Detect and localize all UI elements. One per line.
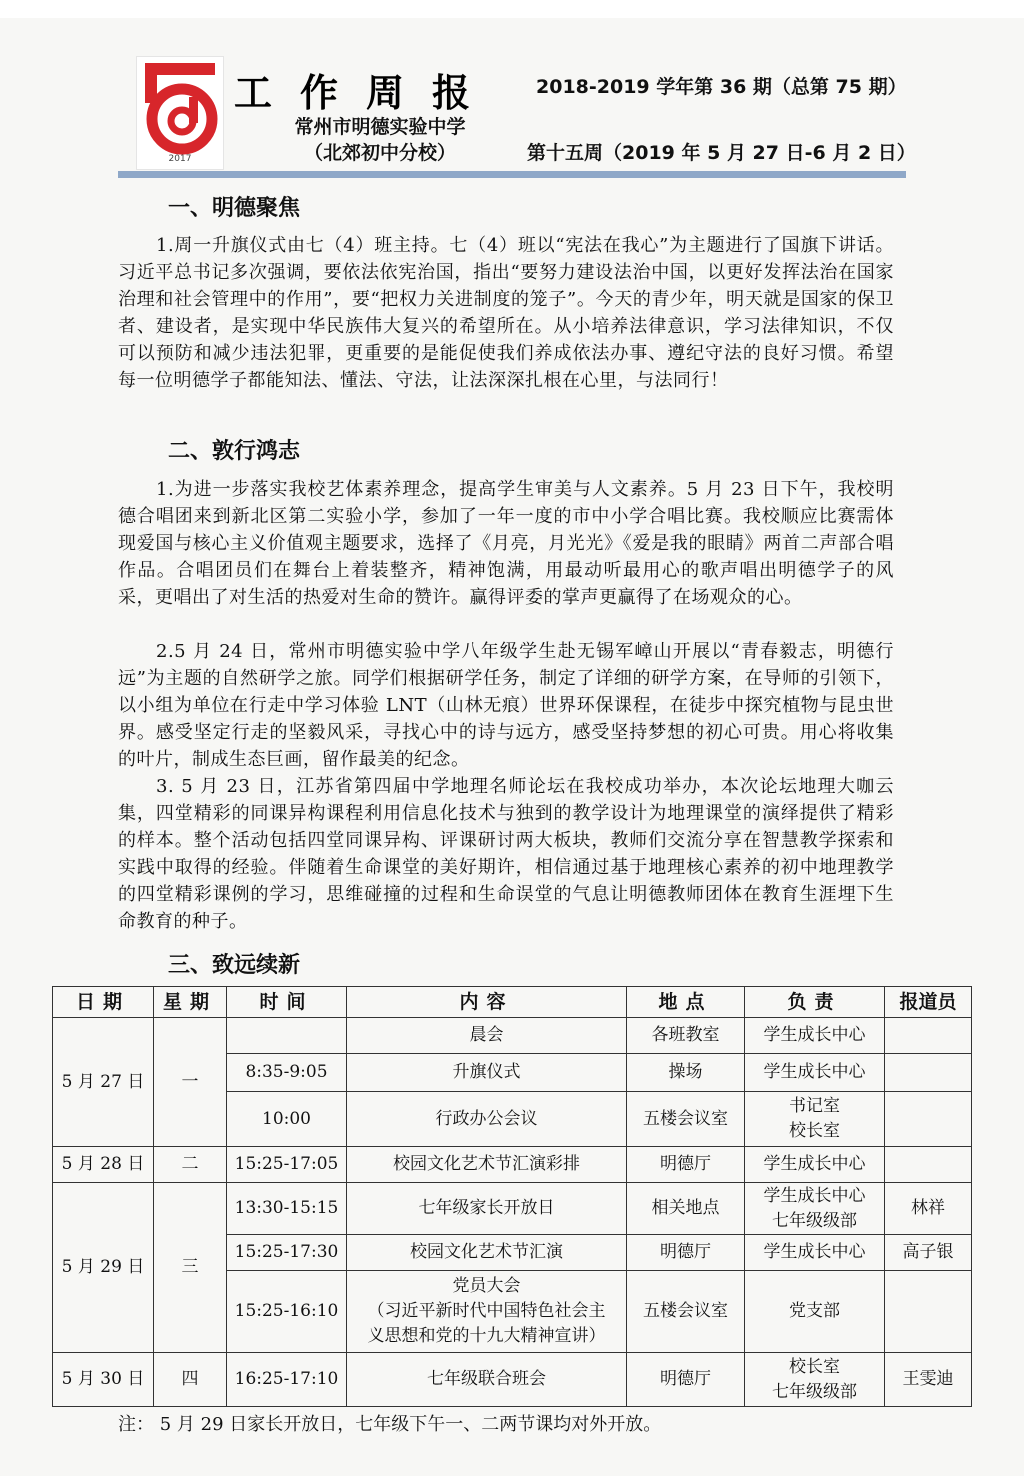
owner-cell <box>745 1271 885 1353</box>
content-line: （习近平新时代中国特色社会主 <box>367 1301 606 1321</box>
week-range: 第十五周（2019 年 5 月 27 日-6 月 2 日） <box>527 142 916 164</box>
place-cell: 明德厅 <box>627 1235 745 1271</box>
weekday-cell: 三 <box>154 1183 227 1353</box>
newsletter-title: 工作周报 <box>234 71 499 115</box>
content-line: 校园文化艺术节汇演 <box>410 1242 563 1262</box>
place-cell: 五楼会议室 <box>627 1271 745 1353</box>
schedule-table <box>52 986 972 1407</box>
section-heading-1: 一、明德聚焦 <box>168 196 301 221</box>
place-cell: 操场 <box>627 1054 745 1092</box>
date-cell: 5 月 29 日 <box>53 1183 154 1353</box>
reporter-cell <box>885 1054 972 1092</box>
owner-line: 七年级级部 <box>772 1381 857 1402</box>
date-cell: 5 月 27 日 <box>53 1018 154 1147</box>
table-row <box>53 1018 972 1054</box>
owner-cell <box>745 1018 885 1054</box>
owner-cell <box>745 1353 885 1407</box>
owner-line: 书记室 <box>789 1096 840 1116</box>
content-cell <box>347 1092 627 1147</box>
content-cell <box>347 1271 627 1353</box>
owner-line: 七年级级部 <box>772 1210 857 1231</box>
place-cell: 相关地点 <box>627 1183 745 1235</box>
table-row <box>53 1353 972 1407</box>
reporter-cell <box>885 1147 972 1183</box>
time-cell: 16:25-17:10 <box>227 1353 347 1407</box>
column-header: 负责 <box>745 987 885 1018</box>
table-row <box>53 1147 972 1183</box>
place-cell: 各班教室 <box>627 1018 745 1054</box>
content-line: 升旗仪式 <box>452 1062 521 1082</box>
reporter-cell <box>885 1018 972 1054</box>
reporter-cell: 高子银 <box>885 1235 972 1271</box>
time-cell: 15:25-17:05 <box>227 1147 347 1183</box>
owner-cell <box>745 1147 885 1183</box>
time-cell: 15:25-17:30 <box>227 1235 347 1271</box>
owner-cell <box>745 1054 885 1092</box>
paragraph: 1.为进一步落实我校艺体素养理念，提高学生审美与人文素养。5 月 23 日下午，我校明德合唱团来到新北区第二实验小学，参加了一年一度的市中小学合唱比赛。我校顺应比赛需体现爱国与核心主义价值观主题要求，选择了《月亮，月光光》《爱是我的眼睛》两首二声部合唱作品。合唱团员们在舞台上着装整齐，精神饱满，用最动听最用心的歌声唱出明德学子的风采，更唱出了对生活的热爱对生命的赞许。赢得评委的掌声更赢得了在场观众的心。 <box>118 479 894 608</box>
paragraph: 1.周一升旗仪式由七（4）班主持。七（4）班以“宪法在我心”为主题进行了国旗下讲话。习近平总书记多次强调，要依法依宪治国，指出“要努力建设法治中国，以更好发挥法治在国家治理和社会管理中的作用”，要“把权力关进制度的笼子”。今天的青少年，明天就是国家的保卫者、建设者，是实现中华民族伟大复兴的希望所在。从小培养法律意识，学习法律知识，不仅可以预防和减少违法犯罪，更重要的是能促使我们养成依法办事、遵纪守法的良好习惯。希望每一位明德学子都能知法、懂法、守法，让法深深扎根在心里，与法同行！ <box>118 235 894 391</box>
content-line: 校园文化艺术节汇演彩排 <box>393 1154 580 1174</box>
place-cell: 明德厅 <box>627 1147 745 1183</box>
content-cell <box>347 1018 627 1054</box>
content-line: 行政办公会议 <box>435 1108 538 1129</box>
owner-line: 学生成长中心 <box>763 1062 866 1082</box>
school-logo-icon <box>137 57 223 169</box>
school-logo <box>136 56 224 170</box>
logo-year: 2017 <box>168 154 192 164</box>
reporter-cell: 王雯迪 <box>885 1353 972 1407</box>
content-line: 七年级家长开放日 <box>418 1198 555 1218</box>
branch-name: （北郊初中分校） <box>303 142 456 164</box>
weekday-cell: 二 <box>154 1147 227 1183</box>
time-cell: 10:00 <box>227 1092 347 1147</box>
column-header: 时间 <box>227 987 347 1018</box>
header-divider <box>118 171 906 178</box>
reporter-cell <box>885 1271 972 1353</box>
section-heading-3: 三、致远续新 <box>168 953 301 978</box>
reporter-cell: 林祥 <box>885 1183 972 1235</box>
weekday-cell: 四 <box>154 1353 227 1407</box>
content-cell <box>347 1353 627 1407</box>
table-row <box>53 1183 972 1235</box>
owner-line: 校长室 <box>789 1121 840 1141</box>
content-cell <box>347 1054 627 1092</box>
content-cell <box>347 1235 627 1271</box>
time-cell: 8:35-9:05 <box>227 1054 347 1092</box>
time-cell <box>227 1018 347 1054</box>
owner-line: 党支部 <box>789 1301 840 1321</box>
owner-cell <box>745 1183 885 1235</box>
owner-line: 校长室 <box>789 1356 840 1377</box>
time-cell: 13:30-15:15 <box>227 1183 347 1235</box>
column-header: 内容 <box>347 987 627 1018</box>
paragraph: 2.5 月 24 日，常州市明德实验中学八年级学生赴无锡军嶂山开展以“青春毅志，明德行远”为主题的自然研学之旅。同学们根据研学任务，制定了详细的研学方案，在导师的引领下，以小组为单位在行走中学习体验 LNT（山林无痕）世界环保课程，在徒步中探究植物与昆虫世界。感受坚定行走的坚毅风采，寻找心中的诗与远方，感受坚持梦想的初心可贵。用心将收集的叶片，制成生态巨画，留作最美的纪念。 <box>118 641 894 770</box>
reporter-cell <box>885 1092 972 1147</box>
place-cell: 五楼会议室 <box>627 1092 745 1147</box>
time-cell: 15:25-16:10 <box>227 1271 347 1353</box>
paragraph: 3. 5 月 23 日，江苏省第四届中学地理名师论坛在我校成功举办，本次论坛地理大咖云集，四堂精彩的同课异构课程利用信息化技术与独到的教学设计为地理课堂的演绎提供了精彩的样本。整个活动包括四堂同课异构、评课研讨两大板块，教师们交流分享在智慧教学探索和实践中取得的经验。伴随着生命课堂的美好期许，相信通过基于地理核心素养的初中地理教学的四堂精彩课例的学习，思维碰撞的过程和生命误堂的气息让明德教师团体在教育生涯埋下生命教育的种子。 <box>118 776 894 932</box>
weekday-cell: 一 <box>154 1018 227 1147</box>
table-header-row <box>53 987 972 1018</box>
top-margin <box>0 0 1024 18</box>
owner-line: 学生成长中心 <box>763 1154 866 1174</box>
content-line: 晨会 <box>469 1025 504 1045</box>
owner-line: 学生成长中心 <box>763 1242 866 1262</box>
place-cell: 明德厅 <box>627 1353 745 1407</box>
column-header: 日期 <box>53 987 154 1018</box>
column-header: 星期 <box>154 987 227 1018</box>
owner-line: 学生成长中心 <box>763 1025 866 1045</box>
column-header: 报道员 <box>885 987 972 1018</box>
date-cell: 5 月 30 日 <box>53 1353 154 1407</box>
content-line: 党员大会 <box>452 1276 521 1296</box>
column-header: 地点 <box>627 987 745 1018</box>
date-cell: 5 月 28 日 <box>53 1147 154 1183</box>
owner-cell <box>745 1235 885 1271</box>
issue-number: 2018-2019 学年第 36 期（总第 75 期） <box>536 76 907 98</box>
content-line: 义思想和党的十九大精神宣讲） <box>367 1326 606 1346</box>
owner-cell <box>745 1092 885 1147</box>
school-name: 常州市明德实验中学 <box>294 116 466 138</box>
schedule-body <box>53 1018 972 1407</box>
content-line: 七年级联合班会 <box>427 1369 546 1389</box>
content-cell <box>347 1147 627 1183</box>
footnote: 注： 5 月 29 日家长开放日，七年级下午一、二两节课均对外开放。 <box>118 1414 662 1435</box>
owner-line: 学生成长中心 <box>763 1185 866 1206</box>
content-cell <box>347 1183 627 1235</box>
section-heading-2: 二、敦行鸿志 <box>168 439 301 464</box>
